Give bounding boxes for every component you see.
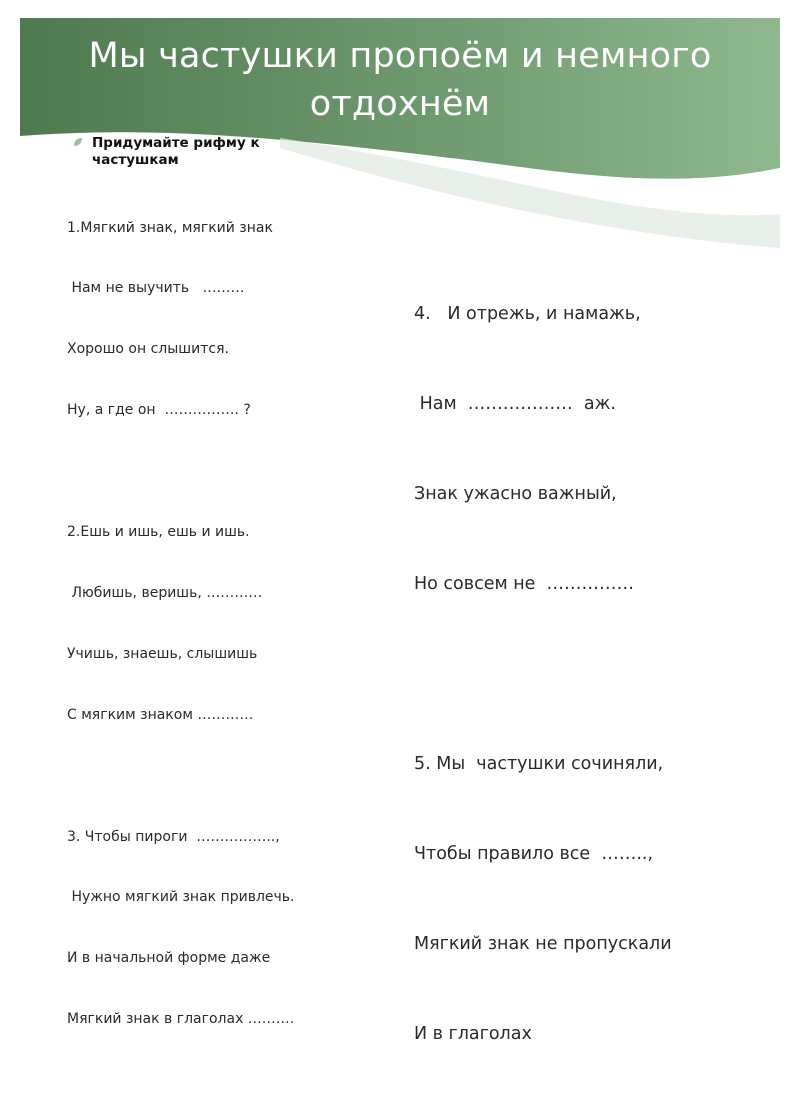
verse-line: 4. И отрежь, и намажь, xyxy=(414,304,641,324)
verse-line: 5. Мы частушки сочиняли, xyxy=(414,754,664,774)
verse-line: 2.Ешь и ишь, ешь и ишь. xyxy=(67,524,250,541)
verse-line: 3. Чтобы пироги …………….., xyxy=(67,828,280,845)
verse-line: Нам не выучить ……… xyxy=(67,280,245,297)
verse-line: Нужно мягкий знак привлечь. xyxy=(67,889,295,906)
leaf-bullet-icon xyxy=(74,138,82,146)
verse-line: Чтобы правило все …….., xyxy=(414,844,654,864)
verse-line: Мягкий знак в глаголах ………. xyxy=(67,1011,295,1028)
verse-gap xyxy=(67,461,295,481)
verse-line: Знак ужасно важный, xyxy=(414,484,617,504)
verse-line: Хорошо он слышится. xyxy=(67,341,229,358)
bullet-text: Придумайте рифму к частушкам xyxy=(92,135,260,168)
verse-line: Нам ……………… аж. xyxy=(414,394,616,414)
verse-line: И в глаголах xyxy=(414,1024,532,1044)
verse-line: Мягкий знак не пропускали xyxy=(414,934,672,954)
verse-line: Но совсем не …………… xyxy=(414,574,635,594)
verse-line: Ну, а где он ……………. ? xyxy=(67,402,251,419)
verse-line: Учишь, знаешь, слышишь xyxy=(67,645,258,662)
verse-line: И в начальной форме даже xyxy=(67,950,271,967)
verse-gap xyxy=(414,659,672,689)
verse-line: Любишь, веришь, ………… xyxy=(67,584,263,601)
right-column xyxy=(414,239,672,1109)
verse-gap xyxy=(67,766,295,786)
verse-line: С мягким знаком ………… xyxy=(67,706,254,723)
left-column xyxy=(67,177,295,1070)
verse-line: 1.Мягкий знак, мягкий знак xyxy=(67,219,273,236)
slide-title: Мы частушки пропоём и немного отдохнём xyxy=(88,36,712,124)
